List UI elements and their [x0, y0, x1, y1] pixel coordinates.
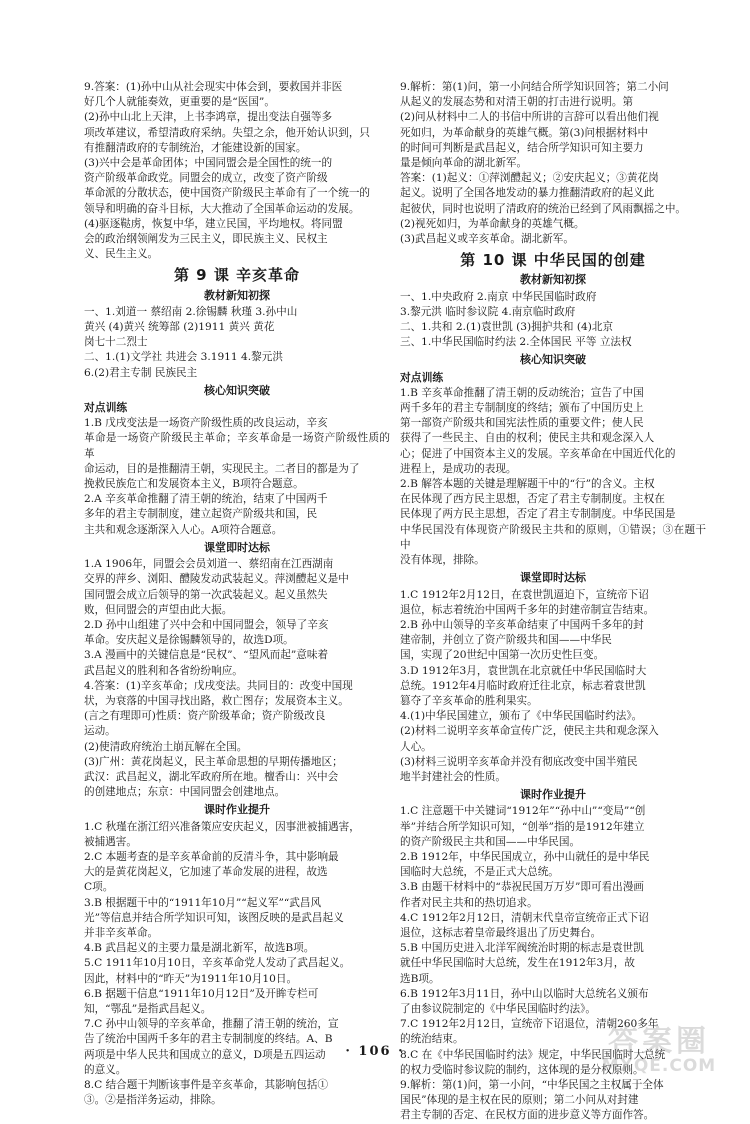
text-line: 1.B 戊戌变法是一场资产阶级性质的改良运动，辛亥 — [84, 417, 328, 430]
left-sub-point-training-heading: 对点训练 — [84, 401, 128, 415]
text-line: 国民”体现的是主权在民的原则；第二小问从对封建 — [400, 1094, 639, 1107]
text-line: 1.C 1912年2月12日，在袁世凯逼迫下，宣统帝下诏 — [400, 588, 649, 601]
text-line: 3.黎元洪 临时参议院 4.南京临时政府 — [400, 305, 576, 318]
right-section-core-heading: 核心知识突破 — [520, 353, 586, 367]
text-line: 大的是黄花岗起义，它加速了革命发展的进程，故选 — [84, 866, 328, 879]
text-line: 了由参议院制定的《中华民国临时约法》。 — [400, 1002, 596, 1015]
text-line: 选B项。 — [400, 972, 440, 985]
right-sub-homework-heading: 课时作业提升 — [520, 788, 586, 802]
text-line: 4.C 1912年2月12日，清朝末代皇帝宣统帝正式下诏 — [400, 911, 649, 924]
text-line: 状，为衰落的中国寻找出路，救亡图存；发展资本主义。 — [84, 694, 349, 707]
text-line: 革命派的分散状态，使中国资产阶级民主革命有了一个统一的 — [84, 187, 371, 200]
text-line: 2.B 孙中山领导的辛亥革命结束了中国两千多年的封 — [400, 618, 644, 631]
text-line: 6.B 据题干信息“1911年10月12日”及开眸专栏可 — [84, 987, 319, 1000]
text-line: (2)视死如归，为革命献身的英雄气概。 — [400, 217, 585, 230]
text-line: 7.C 1912年2月12日，宣统帝下诏退位，清朝260多年 — [400, 1018, 659, 1031]
text-line: 光”等信息并结合所学知识可知，该图反映的是武昌起义 — [84, 911, 344, 924]
left-intro — [84, 80, 390, 262]
text-line: 2.C 本题考查的是辛亥革命前的反清斗争，其中影响最 — [84, 850, 339, 863]
text-line: 败，但同盟会的声望由此大振。 — [84, 603, 233, 616]
text-line: 6.(2)君主专制 民族民主 — [84, 366, 198, 379]
text-line: 岗七十二烈士 — [84, 336, 148, 349]
text-line: 建帝制，并创立了资产阶级共和国——中华民 — [400, 634, 612, 647]
text-line: 的创建地点；东京：中国同盟会创建地点。 — [84, 786, 286, 799]
text-line: 会的政治纲领阐发为三民主义，即民族主义、民权主 — [84, 233, 328, 246]
text-line: 答案：(1)起义：①萍浏醴起义；②安庆起义；③黄花岗 — [400, 172, 659, 185]
text-line: 4.(1)中华民国建立，颁布了《中华民国临时约法》。 — [400, 710, 643, 723]
text-line: 被捕遇害。 — [84, 835, 137, 848]
text-line: (言之有理即可)性质：资产阶级革命；资产阶级改良 — [84, 710, 326, 723]
text-line: 国临时大总统，不是正式大总统。 — [400, 866, 559, 879]
text-line: 9.答案：(1)孙中山从社会现实中体会到，要救国并非医 — [84, 81, 343, 93]
lesson-10-title: 第 10 课 中华民国的创建 — [460, 251, 646, 270]
text-line: 的意义。 — [84, 1063, 127, 1076]
text-line: 资产阶级革命政党。同盟会的成立，改变了资产阶级 — [84, 172, 328, 185]
text-line: 人心。 — [400, 740, 432, 753]
text-line: 2.B 1912年，中华民国成立，孙中山就任的是中华民 — [400, 850, 650, 863]
text-line: 武昌起义的胜利和各省纷纷响应。 — [84, 664, 243, 677]
text-line: 中华民国没有体现资产阶级民主共和的原则，①错误；③在题干中 — [400, 523, 706, 551]
left-sub-classroom-body — [84, 557, 390, 800]
text-line: (2)使清政府统治土崩瓦解在全国。 — [84, 740, 248, 753]
text-line: 1.B 辛亥革命推翻了清王朝的反动统治；宣告了中国 — [400, 386, 644, 399]
text-line: 两千多年的君主专制制度的终结；颁布了中国历史上 — [400, 402, 644, 415]
text-line: 起彼伏，同时也说明了清政府的统治已经到了风雨飘摇之中。 — [400, 202, 687, 215]
text-line: 一、1.刘道一 蔡绍南 2.徐锡麟 秋瑾 3.孙中山 — [84, 305, 298, 318]
text-line: 2.D 孙中山组建了兴中会和中国同盟会，领导了辛亥 — [84, 618, 329, 631]
text-line: 5.C 1911年10月10日，辛亥革命党人发动了武昌起义。 — [84, 957, 351, 970]
text-line: 因此，材料中的“昨天”为1911年10月10日。 — [84, 972, 298, 985]
text-line: 从起义的发展态势和对清王朝的打击进行说明。第 — [400, 96, 634, 109]
left-sub-point-training-body — [84, 416, 390, 538]
text-line: 3.D 1912年3月，袁世凯在北京就任中华民国临时大 — [400, 664, 647, 677]
left-sub-homework-body — [84, 820, 390, 1109]
text-line: 民体现了两方民主思想，否定了君主专制制度。中华民国是 — [400, 508, 676, 521]
text-line: 3.A 漫画中的关键信息是“民权”、“望风而起”意味着 — [84, 649, 329, 662]
text-line: 2.B 解答本题的关键是理解题干中的“行”的含义。主权 — [400, 478, 655, 491]
text-line: 1.C 注意题干中关键词“1912年”“孙中山”“变局”“创 — [400, 805, 646, 818]
text-line: 第一部资产阶级共和国宪法性质的重要文件；使人民 — [400, 417, 644, 430]
text-line: (4)驱逐鞑虏，恢复中华，建立民国，平均地权。将同盟 — [84, 217, 343, 230]
text-line: 地半封建社会的性质。 — [400, 770, 506, 783]
text-line: 告了统治中国两千多年的君主专制制度的终结。A、B — [84, 1033, 333, 1046]
text-line: 2.A 辛亥革命推翻了清王朝的统治，结束了中国两千 — [84, 493, 328, 506]
text-line: 4.B 武昌起义的主要力量是湖北新军，故选B项。 — [84, 942, 315, 955]
left-section-textbook-heading: 教材新知初探 — [204, 288, 270, 302]
left-section-core-heading: 核心知识突破 — [204, 383, 270, 397]
text-line: 有推翻清政府的专制统治，才能建设新的国家。 — [84, 141, 307, 154]
text-line: 量是倾向革命的湖北新军。 — [400, 157, 528, 170]
text-line: 1.C 秋瑾在浙江绍兴准备策应安庆起义，因事泄被捕遇害， — [84, 820, 360, 833]
page-number: · 106 · — [345, 1044, 405, 1059]
lesson-9-title: 第 9 课 辛亥革命 — [173, 266, 301, 285]
text-line: 运动。 — [84, 725, 116, 738]
text-line: 义、民生主义。 — [84, 248, 159, 261]
text-line: 举”并结合所学知识可知，“创举”指的是1912年建立 — [400, 820, 645, 833]
text-line: 武汉：武昌起义，湖北军政府所在地。檀香山：兴中会 — [84, 770, 339, 783]
text-line: 知，“鄂乱”是指武昌起义。 — [84, 1002, 212, 1015]
text-line: 国同盟会成立后领导的第一次武装起义。起义虽然失 — [84, 588, 328, 601]
right-section-textbook-body — [400, 290, 706, 351]
text-line: 退位，这标志着皇帝最终退出了历史舞台。 — [400, 926, 602, 939]
left-section-textbook-body — [84, 305, 390, 381]
right-sub-point-training-body — [400, 386, 706, 568]
left-column — [84, 80, 390, 1108]
text-line: 的统治结束。 — [400, 1033, 464, 1046]
text-line: 项改革建议，希望清政府采纳。失望之余，他开始认识到，只 — [84, 126, 371, 139]
text-line: (3)材料三说明辛亥革命并没有彻底改变中国半殖民 — [400, 755, 638, 768]
text-line: (2)材料二说明辛亥革命宣传广泛，使民主共和观念深入 — [400, 725, 659, 738]
right-sub-point-training-heading: 对点训练 — [400, 370, 444, 384]
text-line: (3)兴中会是革命团体；中国同盟会是全国性的统一的 — [84, 157, 333, 170]
text-line: 挽救民族危亡和发展资本主义，B项符合题意。 — [84, 478, 304, 491]
text-line: 两项是中华人民共和国成立的意义，D项是五四运动 — [84, 1048, 326, 1061]
text-line: 二、1.(1)文学社 共进会 3.1911 4.黎元洪 — [84, 351, 283, 364]
right-sub-classroom-body — [400, 588, 706, 786]
text-line: (2)孙中山北上天津，上书李鸿章，提出变法自强等多 — [84, 111, 333, 124]
text-line: (3)武昌起义或辛亥革命。湖北新军。 — [400, 233, 574, 246]
text-line: 起义。说明了全国各地发动的暴力推翻清政府的起义此 — [400, 187, 655, 200]
text-line: ③。②是指洋务运动，排除。 — [84, 1094, 222, 1107]
text-line: 8.C 在《中华民国临时约法》规定，中华民国临时大总统 — [400, 1048, 666, 1061]
text-line: 9.解析：第(1)问，第一小问结合所学知识回答；第二小问 — [400, 81, 669, 93]
text-line: 二、1.共和 2.(1)袁世凯 (3)拥护共和 (4)北京 — [400, 321, 614, 334]
text-line: 6.B 1912年3月11日，孙中山以临时大总统名义颁布 — [400, 987, 649, 1000]
text-line: 5.B 中国历史进入北洋军阀统治时期的标志是袁世凯 — [400, 942, 644, 955]
watermark-text: 答案圈 — [608, 1024, 710, 1059]
text-line: C项。 — [84, 881, 114, 894]
text-line: 的时间可判断是武昌起义，结合所学知识可知主要力 — [400, 141, 644, 154]
text-line: 革命。安庆起义是徐锡麟领导的，故选D项。 — [84, 634, 294, 647]
text-line: 3.B 根据题干中的“1911年10月”“起义军”“武昌风 — [84, 896, 322, 909]
text-line: 心；促进了中国资本主义的发展。辛亥革命在中国近代化的 — [400, 447, 676, 460]
right-sub-classroom-heading: 课堂即时达标 — [520, 571, 586, 585]
text-line: 获得了一些民主、自由的权利；使民主共和观念深入人 — [400, 432, 655, 445]
watermark-logo — [584, 1010, 734, 1082]
text-line: 1.A 1906年，同盟会会员刘道一、蔡绍南在江西湖南 — [84, 558, 334, 571]
text-line: (2)问从材料中二人的书信中所讲的言辞可以看出他们视 — [400, 111, 659, 124]
text-line: 并非辛亥革命。 — [84, 926, 159, 939]
left-sub-classroom-heading: 课堂即时达标 — [204, 540, 270, 554]
text-line: 的资产阶级民主共和国——中华民国。 — [400, 835, 581, 848]
text-line: 进程上，是成功的表现。 — [400, 462, 517, 475]
text-line: 的权力受临时参议院的制约，这体现的是分权原则。 — [400, 1063, 644, 1076]
text-line: 3.B 由题干材料中的“恭祝民国万万岁”即可看出漫画 — [400, 881, 644, 894]
text-line: 死如归，为革命献身的英雄气概。第(3)问根据材料中 — [400, 126, 649, 139]
text-line: 多年的君主专制制度，建立起资产阶级共和国，民 — [84, 508, 318, 521]
text-line: 在民体现了西方民主思想，否定了君主专制制度。主权在 — [400, 493, 665, 506]
right-section-textbook-heading: 教材新知初探 — [520, 273, 586, 287]
text-line: 9.解析：第(1)问，第一小问，“中华民国之主权属于全体 — [400, 1079, 664, 1091]
right-column — [400, 80, 706, 1124]
text-line: 君主专制的否定、在民权方面的进步意义等方面作答。 — [400, 1109, 655, 1122]
text-line: 命运动，目的是推翻清王朝，实现民主。二者目的都是为了 — [84, 462, 360, 475]
left-sub-homework-heading: 课时作业提升 — [204, 803, 270, 817]
text-line: 没有体现，排除。 — [400, 554, 485, 567]
text-line: 4.答案：(1)辛亥革命；戊戌变法。共同目的：改变中国现 — [84, 679, 353, 692]
text-line: 三、1.中华民国临时约法 2.全体国民 平等 立法权 — [400, 336, 632, 349]
text-line: 领导和明确的奋斗目标，大大推动了全国革命运动的发展。 — [84, 202, 360, 215]
text-line: 黄兴 (4)黄兴 统筹部 (2)1911 黄兴 黄花 — [84, 321, 275, 334]
text-line: 8.C 结合题干判断该事件是辛亥革命，其影响包括① — [84, 1079, 329, 1091]
text-line: 作者对民主共和的热切追求。 — [400, 896, 538, 909]
text-line: 就任中华民国临时大总统，发生在1912年3月，故 — [400, 957, 635, 970]
text-line: (3)广州：黄花岗起义，民主革命思想的早期传播地区； — [84, 755, 343, 768]
text-line: 篡夺了辛亥革命的胜利果实。 — [400, 694, 538, 707]
right-intro — [400, 80, 706, 247]
text-line: 革命是一场资产阶级民主革命；辛亥革命是一场资产阶级性质的革 — [84, 432, 390, 460]
text-line: 7.C 孙中山领导的辛亥革命，推翻了清王朝的统治，宣 — [84, 1018, 339, 1031]
text-line: 交界的萍乡、浏阳、醴陵发动武装起义。萍浏醴起义是中 — [84, 573, 349, 586]
text-line: 主共和观念逐渐深入人心。A项符合题意。 — [84, 523, 283, 536]
text-line: 好几个人就能奏效，更重要的是“医国”。 — [84, 96, 275, 109]
text-line: 总统。1912年4月临时政府迁往北京，标志着袁世凯 — [400, 679, 646, 692]
text-line: 国，实现了20世纪中国第一次历史性巨变。 — [400, 649, 605, 662]
text-line: 一、1.中央政府 2.南京 中华民国临时政府 — [400, 290, 597, 303]
watermark-url: MXQE.COM — [601, 1056, 717, 1076]
text-line: 退位，标志着统治中国两千多年的封建帝制宣告结束。 — [400, 603, 655, 616]
